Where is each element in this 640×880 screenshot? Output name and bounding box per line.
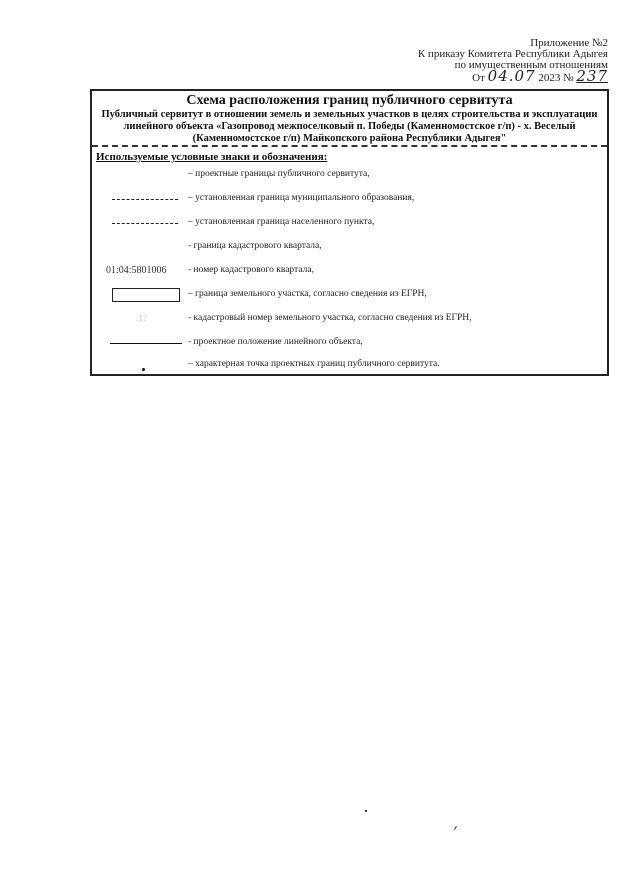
scheme-title: Схема расположения границ публичного сервитута — [186, 93, 513, 108]
legend-text: - кадастровый номер земельного участка, согласно сведения из ЕГРН, — [188, 313, 472, 323]
legend-symbol-rectangle — [98, 285, 186, 305]
quarter-number-sample: 01:04:5801006 — [106, 265, 167, 276]
legend-heading: Используемые условные знаки и обозначения: — [96, 151, 328, 163]
legend-text: – установленная граница муниципального образования, — [188, 193, 415, 203]
date-prefix: От — [472, 72, 485, 84]
legend-item — [92, 355, 607, 375]
legend-item — [92, 213, 607, 233]
order-reference: К приказу Комитета Республики Адыгея — [417, 48, 608, 60]
scan-speck — [454, 826, 457, 830]
legend-symbol-dot — [98, 355, 186, 375]
legend-text: - проектное положение линейного объекта, — [188, 337, 363, 347]
legend-text: – установленная граница населенного пункта, — [188, 217, 375, 227]
scan-speck — [365, 810, 367, 812]
committee-name: по имущественным отношениям — [454, 59, 608, 71]
legend-text: - граница кадастрового квартала, — [188, 241, 322, 251]
legend-text: – характерная точка проектных границ публичного сервитута. — [188, 359, 440, 369]
legend-symbol-empty — [98, 237, 186, 257]
legend-symbol-solid-line — [98, 333, 186, 353]
legend-item — [92, 189, 607, 209]
handwritten-date: 04.07 — [487, 67, 536, 85]
appendix-header — [418, 38, 608, 84]
legend-symbol-empty — [98, 165, 186, 185]
legend-item — [92, 165, 607, 185]
appendix-number: Приложение №2 — [530, 37, 608, 49]
legend-text: – проектные границы публичного сервитута, — [188, 169, 370, 179]
scheme-subtitle: Публичный сервитут в отношении земель и земельных участков в целях строительства и эксплуатации линейного объекта «Газопровод межпоселковый п. Победы (Каменномостское г/п) - х. Веселый (Каменномостское г/п) Майкопского района Республики Адыгея" — [101, 109, 598, 144]
order-date-line — [418, 67, 608, 85]
legend-symbol-quarter-number — [98, 261, 186, 281]
legend-item — [92, 237, 607, 257]
legend-text: – граница земельного участка, согласно сведения из ЕГРН, — [188, 289, 427, 299]
legend-item — [92, 333, 607, 353]
legend-item — [92, 261, 607, 281]
parcel-number-sample: :1? — [136, 313, 147, 323]
scheme-frame — [90, 89, 609, 376]
legend-text: - номер кадастрового квартала, — [188, 265, 314, 275]
legend-item — [92, 285, 607, 305]
legend-item — [92, 309, 607, 329]
title-block — [92, 91, 607, 147]
year-text: 2023 № — [538, 72, 574, 84]
handwritten-number: 237 — [576, 67, 608, 85]
legend-symbol-dashed-line — [98, 189, 186, 209]
legend-symbol-dash-dot-line — [98, 213, 186, 233]
legend-symbol-parcel-number — [98, 309, 186, 329]
